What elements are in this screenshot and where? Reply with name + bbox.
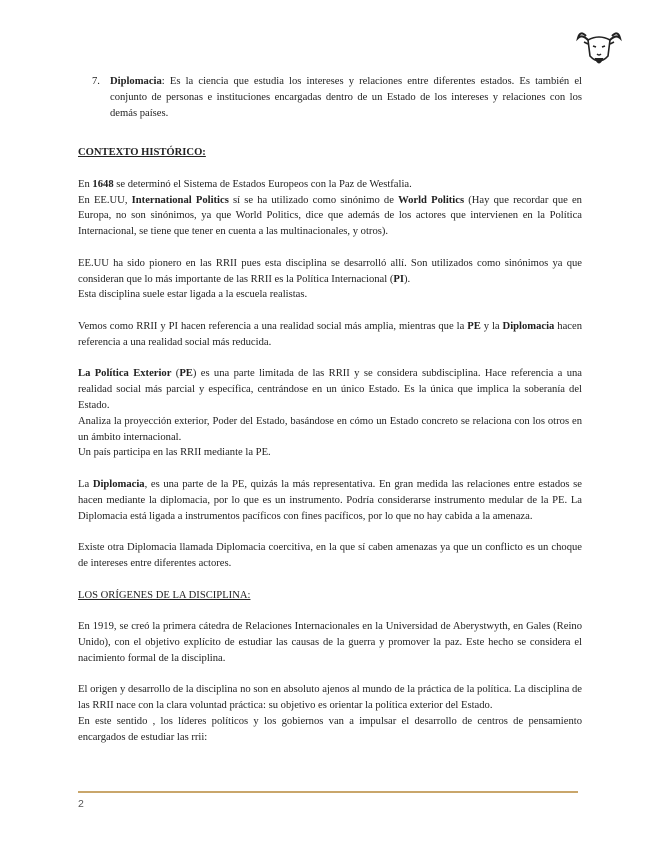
paragraph-1919: En 1919, se creó la primera cátedra de Relaciones Internacionales en la Universidad de Aberystwyth, en Gales (Reino Unido), con el objetivo explícito de estudiar las causas de la guerra y promover la paz. Este hecho se considera el nacimiento formal de la disciplina. [78,621,582,664]
paragraph-international-politics: En EE.UU, International Politics sí se ha utilizado como sinónimo de World Politics (Hay que recordar que en Europa, no son sinónimos, ya que World Politics, dice que además de los actores que intervienen en la Política Internacional, se tiene que tener en cuenta a las multinacionales, y otros). [78,194,582,238]
document-body [78,74,582,745]
list-item-diplomacia [92,74,582,121]
paragraph-lideres-politicos: En este sentido , los líderes políticos y los gobiernos van a impulsar el desarrollo de centros de pensamiento encargados de estudiar las rrii: [78,715,582,743]
term-diplomacia: Diplomacia [110,76,162,87]
paragraph-escuela-realista: Esta disciplina suele estar ligada a la escuela realistas. [78,289,308,301]
list-number: 7. [92,76,100,87]
section-heading-contexto: CONTEXTO HISTÓRICO: [78,147,206,159]
paragraph-1648: En 1648 se determinó el Sistema de Estados Europeos con la Paz de Westfalia. [78,178,412,190]
page-number: 2 [78,798,84,810]
paragraph-politica-exterior: La Política Exterior (PE) es una parte limitada de las RRII y se considera subdisciplina. Hace referencia a una realidad social más parcial y específica, centrándose en un único Estado. Es la única que implica la soberanía del Estado. [78,368,582,411]
goat-logo-icon [576,26,622,70]
paragraph-origen-desarrollo: El origen y desarrollo de la disciplina no son en absoluto ajenos al mundo de la práctica de la política. La disciplina de las RRII nace con la clara voluntad práctica: su objetivo es orientar la política exterior del Estado. [78,684,582,712]
paragraph-proyeccion-exterior: Analiza la proyección exterior, Poder del Estado, basándose en cómo un Estado concreto se relaciona con los otros en un ámbito internacional. [78,415,582,443]
paragraph-diplomacia: La Diplomacia, es una parte de la PE, quizás la más representativa. En gran medida las relaciones entre estados se hacen mediante la diplomacia, por lo que es un instrumento. Podría considerarse instrumento medular de la PE. La Diplomacia está ligada a instrumentos pacíficos con fines pacíficos, por lo que no hay cabida a la amenaza. [78,478,583,522]
definition-text: : Es la ciencia que estudia los intereses y relaciones entre diferentes estados. Es también el conjunto de personas e instituciones encargadas dentro de un Estado de los intereses y relaciones con los demás países. [110,76,582,119]
section-heading-origenes: LOS ORÍGENES DE LA DISCIPLINA: [78,589,251,601]
paragraph-eeuu-pionero: EE.UU ha sido pionero en las RRII pues esta disciplina se desarrolló allí. Son utilizados como sinónimos ya que consideran que lo más importante de las RRII es la Política Internacional (PI). [78,257,582,285]
list-text [110,74,582,121]
footer-rule [78,791,578,793]
paragraph-realidad-social: Vemos como RRII y PI hacen referencia a una realidad social más amplia, mientras que la PE y la Diplomacia hacen referencia a una realidad social más reducida. [78,320,582,348]
paragraph-pais-participa: Un país participa en las RRII mediante la PE. [78,447,271,459]
paragraph-diplomacia-coercitiva: Existe otra Diplomacia llamada Diplomacia coercitiva, en la que sí caben amenazas ya que un conflicto es un choque de intereses entre diferentes actores. [78,542,582,569]
